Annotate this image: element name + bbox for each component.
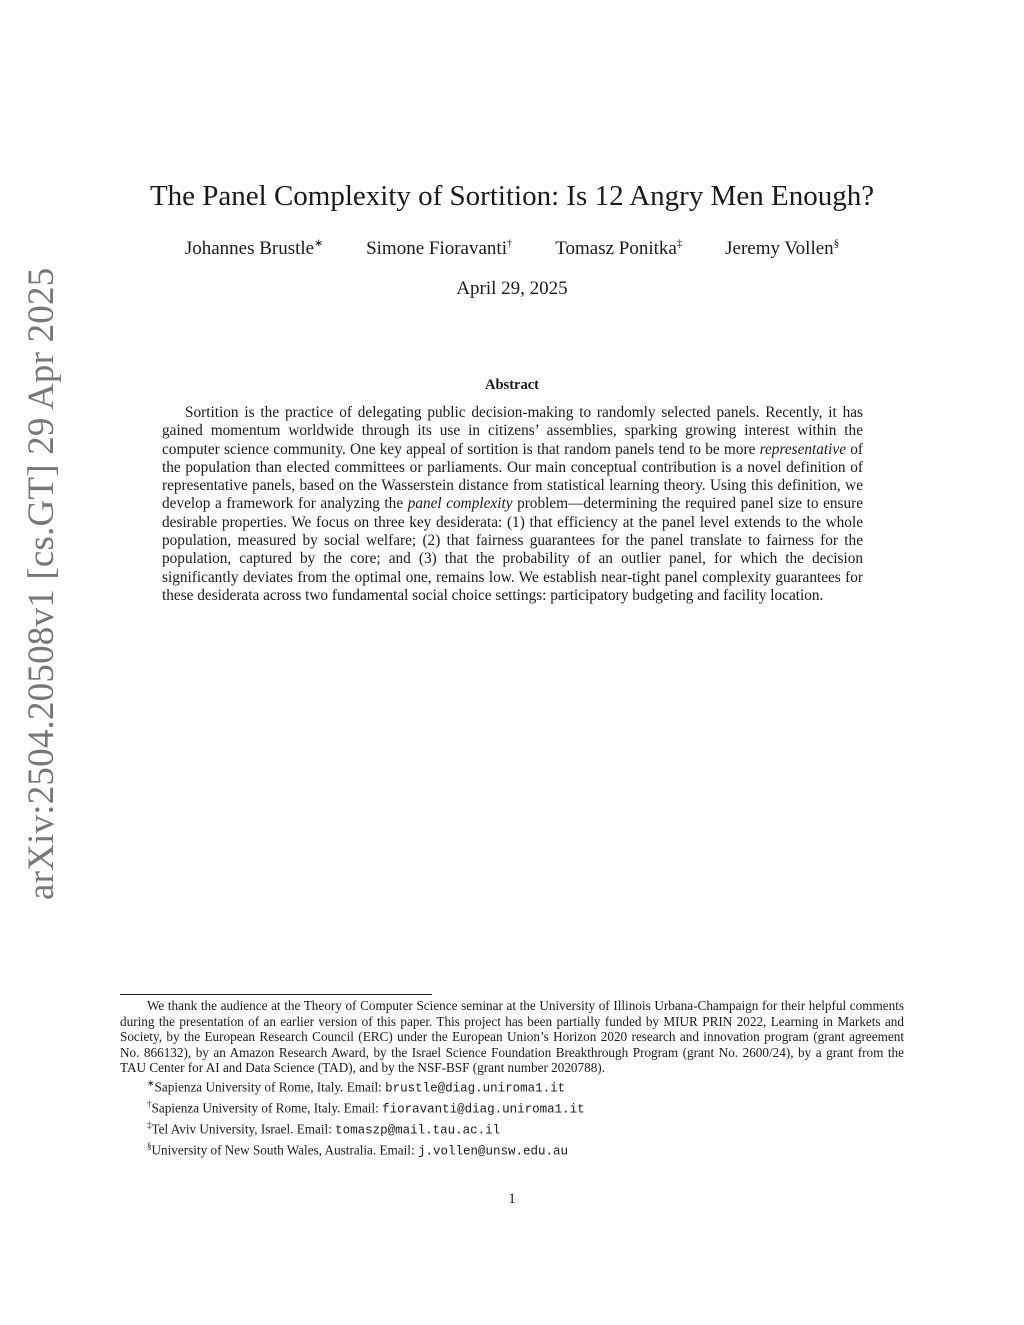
- author-2: [366, 238, 512, 259]
- footnote-affiliation-4: [120, 1139, 904, 1160]
- author-3: [555, 238, 682, 259]
- arxiv-identifier-stamp: arXiv:2504.20508v1 [cs.GT] 29 Apr 2025: [21, 267, 62, 900]
- footnote-acknowledgements: We thank the audience at the Theory of Computer Science seminar at the University of Illinois Urbana-Champaign for their helpful comments during the presentation of an earlier version of this paper. This project has been partially funded by MIUR PRIN 2022, Learning in Markets and Society, by the European Research Council (ERC) under the European Union’s Horizon 2020 research and innovation program (grant agreement No. 866132), by an Amazon Research Award, by the Israel Science Foundation Breakthrough Program (grant No. 2600/24), by a grant from the TAU Center for AI and Data Science (TAD), and by the NSF-BSF (grant number 2020788).: [120, 998, 904, 1076]
- author-4: [725, 238, 839, 259]
- footnote-mark: ‡: [147, 1119, 152, 1130]
- author-footnote-mark: †: [506, 238, 513, 250]
- author-1: [185, 238, 324, 259]
- footnote-mark: †: [147, 1098, 152, 1109]
- footnote-affiliation-text: University of New South Wales, Australia. Email:: [151, 1142, 418, 1158]
- author-email-link[interactable]: tomaszp@mail.tau.ac.il: [335, 1123, 501, 1138]
- author-footnote-mark: §: [833, 238, 840, 250]
- abstract-emphasis-representative: representative: [759, 440, 846, 458]
- abstract-text-part-2: of the population than elected committees or parliaments. Our main conceptual contribution is a novel definition of representative panels, based on the Wasserstein distance from statistical learning theory. Using this definition, we develop a framework for analyzing the: [162, 440, 863, 513]
- abstract-text-part-3: problem—determining the required panel size to ensure desirable properties. We focus on three key desiderata: (1) that efficiency at the panel level extends to the whole population, measured by social welfare; (2) that fairness guarantees for the panel translate to fairness for the population, captured by the core; and (3) that the probability of an outlier panel, for which the decision significantly deviates from the optimal one, remains low. We establish near-tight panel complexity guarantees for these desiderata across two fundamental social choice settings: participatory budgeting and facility location.: [162, 495, 864, 604]
- footnote-mark: §: [147, 1140, 152, 1151]
- author-list: [0, 237, 1024, 260]
- author-name: Simone Fioravanti: [366, 238, 507, 260]
- footnote-affiliation-text: Tel Aviv University, Israel. Email:: [151, 1121, 336, 1137]
- author-footnote-mark: ‡: [676, 238, 683, 250]
- footnote-affiliation-text: Sapienza University of Rome, Italy. Email:: [154, 1079, 386, 1095]
- footnote-mark: ∗: [147, 1077, 155, 1088]
- abstract-body: [162, 404, 863, 605]
- abstract-heading: Abstract: [485, 377, 539, 393]
- abstract-text-part-1: Sortition is the practice of delegating public decision-making to randomly selected panels. Recently, it has gained momentum worldwide through its use in citizens’ assemblies, sparking growing interest within the computer science community. One key appeal of sortition is that random panels tend to be more: [162, 404, 863, 458]
- author-email-link[interactable]: fioravanti@diag.uniroma1.it: [382, 1102, 585, 1117]
- author-email-link[interactable]: brustle@diag.uniroma1.it: [385, 1081, 566, 1096]
- footnote-affiliation-text: Sapienza University of Rome, Italy. Email:: [151, 1100, 383, 1116]
- paper-title: The Panel Complexity of Sortition: Is 12 Angry Men Enough?: [149, 180, 875, 212]
- page-number: 1: [508, 1191, 516, 1207]
- footnotes: [120, 998, 904, 1160]
- footnote-divider: [120, 994, 432, 995]
- author-footnote-mark: ∗: [314, 238, 324, 250]
- footnote-affiliation-3: [120, 1118, 904, 1139]
- author-name: Jeremy Vollen: [725, 238, 834, 260]
- author-name: Johannes Brustle: [184, 238, 315, 260]
- author-email-link[interactable]: j.vollen@unsw.edu.au: [417, 1144, 568, 1159]
- footnote-affiliation-1: [120, 1076, 904, 1097]
- author-name: Tomasz Ponitka: [555, 238, 677, 260]
- publication-date: April 29, 2025: [456, 278, 568, 299]
- footnote-affiliation-2: [120, 1097, 904, 1118]
- abstract-emphasis-panel-complexity: panel complexity: [407, 495, 513, 513]
